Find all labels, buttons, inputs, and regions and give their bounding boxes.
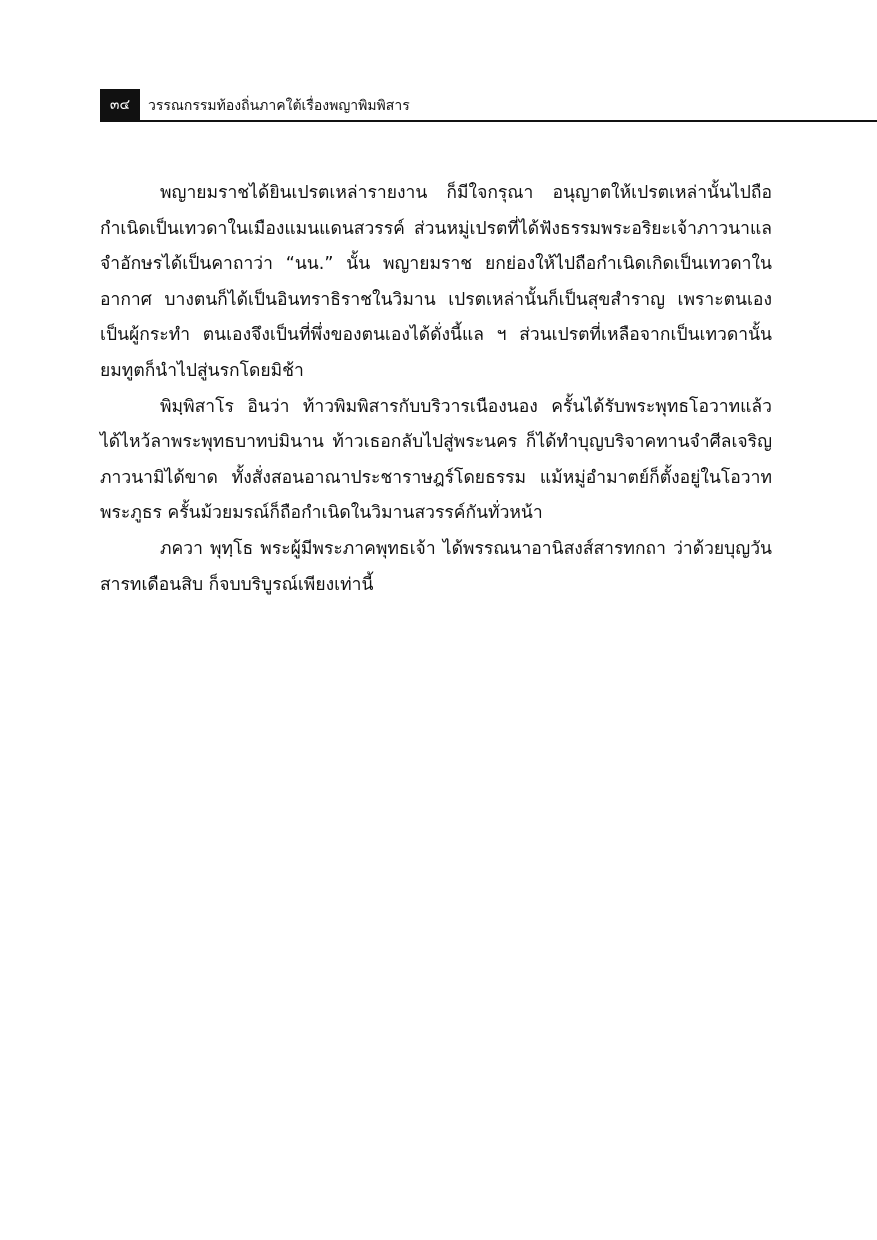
header-rule: [100, 120, 877, 122]
paragraph-1: พญายมราชได้ยินเปรตเหล่ารายงาน ก็มีใจกรุณา อนุญาตให้เปรตเหล่านั้นไปถือกำเนิดเป็นเทวดาในเมืองแมนแดนสวรรค์ ส่วนหมู่เปรตที่ได้ฟังธรรมพระอริยะเจ้าภาวนาแลจำอักษรได้เป็นคาถาว่า “นน.” นั้น พญายมราช ยกย่องให้ไปถือกำเนิดเกิดเป็นเทวดาในอากาศ บางตนก็ได้เป็นอินทราธิราชในวิมาน เปรตเหล่านั้นก็เป็นสุขสำราญ เพราะตนเองเป็นผู้กระทำ ตนเองจึงเป็นที่พึ่งของตนเองได้ดั่งนี้แล ฯ ส่วนเปรตที่เหลือจากเป็นเทวดานั้น ยมทูตก็นำไปสู่นรกโดยมิช้า: [100, 183, 772, 381]
running-title: วรรณกรรมท้องถิ่นภาคใต้เรื่องพญาพิมพิสาร: [148, 98, 410, 114]
paragraph-3: ภควา พุทฺโธ พระผู้มีพระภาคพุทธเจ้า ได้พรรณนาอานิสงส์สารทกถา ว่าด้วยบุญวันสารทเดือนสิบ ก็จบบริบูรณ์เพียงเท่านี้: [100, 538, 772, 595]
page-header: [100, 89, 877, 122]
body-text: [100, 176, 772, 603]
paragraph-2: พิมฺพิสาโร อินว่า ท้าวพิมพิสารกับบริวารเนืองนอง ครั้นได้รับพระพุทธโอวาทแล้ว ได้ไหว้ลาพระพุทธบาทบ่มินาน ท้าวเธอกลับไปสู่พระนคร ก็ได้ทำบุญบริจาคทานจำศีลเจริญภาวนามิได้ขาด ทั้งสั่งสอนอาณาประชาราษฎร์โดยธรรม แม้หมู่อำมาตย์ก็ตั้งอยู่ในโอวาทพระภูธร ครั้นม้วยมรณ์ก็ถือกำเนิดในวิมานสวรรค์กันทั่วหน้า: [100, 396, 772, 524]
page-number: ๓๔: [100, 89, 140, 122]
